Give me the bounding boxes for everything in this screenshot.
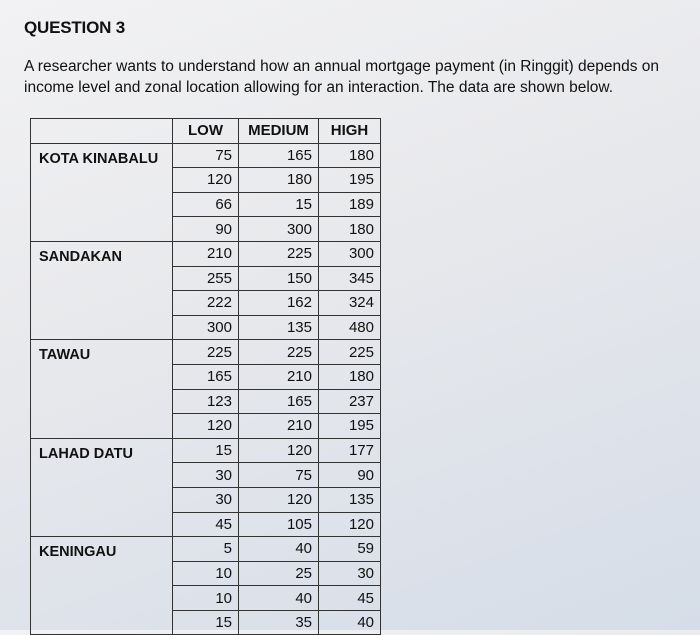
high-value-cell: 120: [319, 512, 381, 537]
low-value-cell: 222: [173, 291, 239, 316]
header-medium: MEDIUM: [239, 119, 319, 144]
low-value-cell: 5: [173, 537, 239, 562]
header-low: LOW: [173, 119, 239, 144]
low-value-cell: 123: [173, 389, 239, 414]
high-value-cell: 59: [319, 537, 381, 562]
low-value-cell: 30: [173, 463, 239, 488]
table-row: [31, 438, 381, 463]
medium-value-cell: 165: [239, 389, 319, 414]
data-table-wrapper: [30, 118, 381, 635]
low-value-cell: 15: [173, 610, 239, 635]
medium-value-cell: 225: [239, 241, 319, 266]
high-value-cell: 345: [319, 266, 381, 291]
medium-value-cell: 120: [239, 487, 319, 512]
low-value-cell: 255: [173, 266, 239, 291]
mortgage-data-table: [30, 118, 381, 635]
low-value-cell: 300: [173, 315, 239, 340]
high-value-cell: 180: [319, 217, 381, 242]
medium-value-cell: 120: [239, 438, 319, 463]
low-value-cell: 10: [173, 561, 239, 586]
low-value-cell: 10: [173, 586, 239, 611]
high-value-cell: 135: [319, 487, 381, 512]
table-row: [31, 537, 381, 562]
header-zone: [31, 119, 173, 144]
high-value-cell: 177: [319, 438, 381, 463]
low-value-cell: 225: [173, 340, 239, 365]
medium-value-cell: 35: [239, 610, 319, 635]
medium-value-cell: 40: [239, 537, 319, 562]
medium-value-cell: 180: [239, 168, 319, 193]
high-value-cell: 180: [319, 143, 381, 168]
low-value-cell: 90: [173, 217, 239, 242]
high-value-cell: 480: [319, 315, 381, 340]
high-value-cell: 300: [319, 241, 381, 266]
high-value-cell: 180: [319, 364, 381, 389]
low-value-cell: 210: [173, 241, 239, 266]
high-value-cell: 90: [319, 463, 381, 488]
low-value-cell: 120: [173, 168, 239, 193]
medium-value-cell: 165: [239, 143, 319, 168]
medium-value-cell: 210: [239, 364, 319, 389]
medium-value-cell: 105: [239, 512, 319, 537]
medium-value-cell: 25: [239, 561, 319, 586]
medium-value-cell: 162: [239, 291, 319, 316]
zone-label: TAWAU: [31, 340, 173, 438]
table-row: [31, 340, 381, 365]
high-value-cell: 225: [319, 340, 381, 365]
low-value-cell: 75: [173, 143, 239, 168]
medium-value-cell: 40: [239, 586, 319, 611]
high-value-cell: 195: [319, 168, 381, 193]
high-value-cell: 189: [319, 192, 381, 217]
header-high: HIGH: [319, 119, 381, 144]
table-row: [31, 241, 381, 266]
medium-value-cell: 225: [239, 340, 319, 365]
low-value-cell: 120: [173, 414, 239, 439]
low-value-cell: 66: [173, 192, 239, 217]
low-value-cell: 45: [173, 512, 239, 537]
low-value-cell: 15: [173, 438, 239, 463]
medium-value-cell: 135: [239, 315, 319, 340]
high-value-cell: 45: [319, 586, 381, 611]
medium-value-cell: 75: [239, 463, 319, 488]
high-value-cell: 195: [319, 414, 381, 439]
high-value-cell: 237: [319, 389, 381, 414]
zone-label: KOTA KINABALU: [31, 143, 173, 241]
medium-value-cell: 150: [239, 266, 319, 291]
high-value-cell: 324: [319, 291, 381, 316]
low-value-cell: 165: [173, 364, 239, 389]
zone-label: LAHAD DATU: [31, 438, 173, 536]
medium-value-cell: 300: [239, 217, 319, 242]
zone-label: KENINGAU: [31, 537, 173, 635]
high-value-cell: 40: [319, 610, 381, 635]
question-text: A researcher wants to understand how an annual mortgage payment (in Ringgit) depends on income level and zonal location allowing for an interaction. The data are shown below.: [24, 58, 660, 96]
medium-value-cell: 15: [239, 192, 319, 217]
question-title: QUESTION 3: [24, 18, 125, 37]
medium-value-cell: 210: [239, 414, 319, 439]
high-value-cell: 30: [319, 561, 381, 586]
table-header-row: [31, 119, 381, 144]
table-body: [31, 143, 381, 635]
table-row: [31, 143, 381, 168]
zone-label: SANDAKAN: [31, 241, 173, 339]
low-value-cell: 30: [173, 487, 239, 512]
